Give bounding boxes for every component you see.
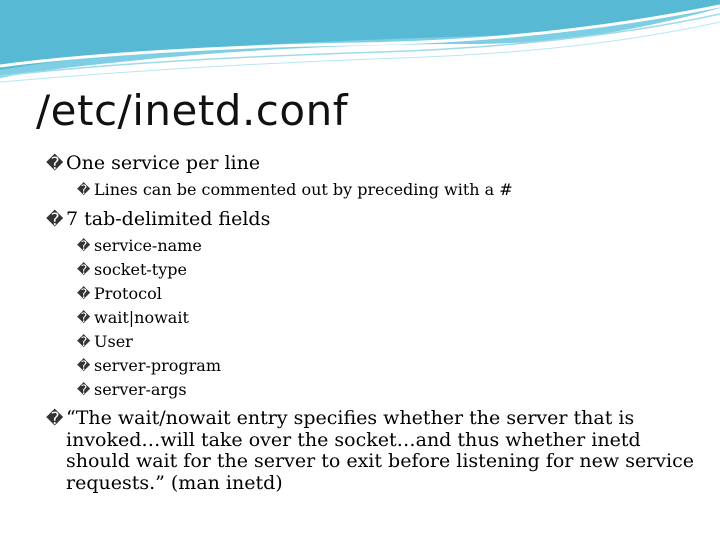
- bullet-1: [46, 152, 696, 174]
- sub-bullet: [46, 282, 696, 306]
- sub-bullet-text: server-args: [94, 380, 187, 399]
- sub-bullet-marker-icon: �: [77, 239, 91, 254]
- sub-bullet-text: socket-type: [94, 260, 187, 279]
- sub-bullet: [46, 330, 696, 354]
- header-wave-decoration: [0, 0, 720, 90]
- sub-bullet-text: service-name: [94, 236, 202, 255]
- sub-bullet-marker-icon: �: [77, 287, 91, 302]
- bullet-list: [46, 152, 696, 498]
- bullet-2-text: 7 tab-delimited fields: [66, 208, 271, 230]
- sub-bullet: [46, 178, 696, 202]
- bullet-1-text: One service per line: [66, 152, 261, 174]
- sub-bullet-marker-icon: �: [77, 359, 91, 374]
- sub-bullet: [46, 354, 696, 378]
- sub-bullet: [46, 306, 696, 330]
- sub-bullet: [46, 234, 696, 258]
- bullet-1-sublist: [46, 178, 696, 202]
- bullet-marker-icon: �: [46, 154, 64, 174]
- sub-bullet: [46, 378, 696, 402]
- sub-bullet-marker-icon: �: [77, 311, 91, 326]
- bullet-2-sublist: [46, 234, 696, 402]
- bullet-marker-icon: �: [46, 409, 64, 429]
- sub-bullet-marker-icon: �: [77, 383, 91, 398]
- bullet-3-text: “The wait/nowait entry specifies whether the server that is invoked…will take over the socket…and thus whether inetd should wait for the server to exit before listening for new service requests.” (man inetd): [66, 407, 694, 494]
- sub-bullet-marker-icon: �: [77, 183, 91, 198]
- bullet-2: [46, 208, 696, 230]
- sub-bullet-text: wait|nowait: [94, 308, 189, 327]
- sub-bullet-text: server-program: [94, 356, 222, 375]
- bullet-3: [46, 408, 696, 494]
- sub-bullet-text: User: [94, 332, 133, 351]
- sub-bullet-text: Protocol: [94, 284, 162, 303]
- slide-title: /etc/inetd.conf: [36, 86, 348, 135]
- sub-bullet: [46, 258, 696, 282]
- sub-bullet-text: Lines can be commented out by preceding with a #: [94, 180, 513, 199]
- bullet-marker-icon: �: [46, 210, 64, 230]
- sub-bullet-marker-icon: �: [77, 263, 91, 278]
- sub-bullet-marker-icon: �: [77, 335, 91, 350]
